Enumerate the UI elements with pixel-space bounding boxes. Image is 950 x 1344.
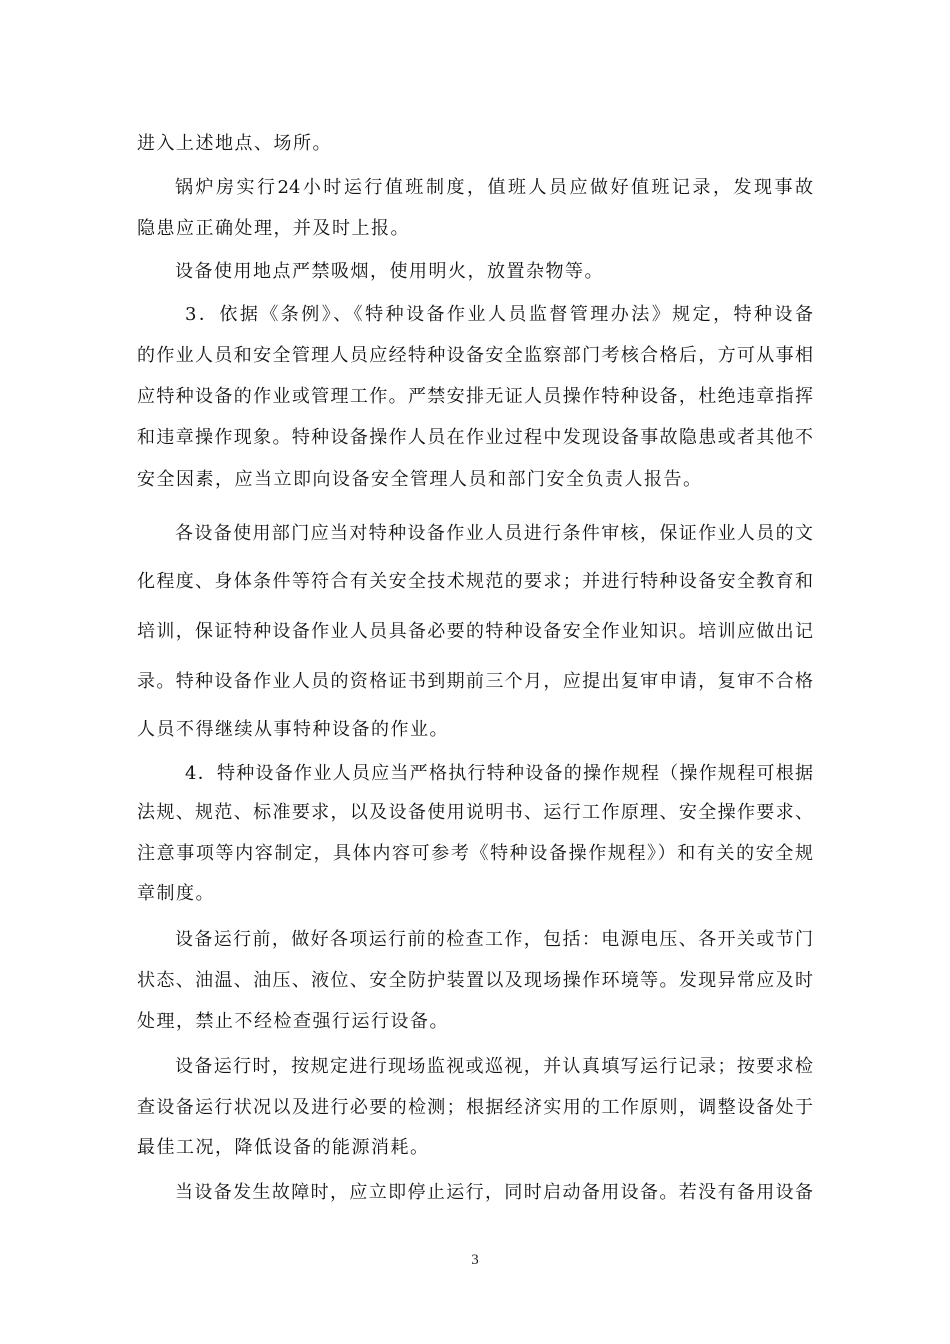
text-line: 法规、规范、标准要求，以及设备使用说明书、运行工作原理、安全操作要求、: [137, 802, 813, 823]
text-line: 4．特种设备作业人员应当严格执行特种设备的操作规程（操作规程可根据: [185, 763, 813, 784]
text-line: 的作业人员和安全管理人员应经特种设备安全监察部门考核合格后，方可从事相: [137, 345, 813, 366]
text-line: 当设备发生故障时，应立即停止运行，同时启动备用设备。若没有备用设备: [175, 1182, 813, 1203]
text-line: 应特种设备的作业或管理工作。严禁安排无证人员操作特种设备，杜绝违章指挥: [137, 386, 813, 407]
text-line: 处理，禁止不经检查强行运行设备。: [137, 1011, 449, 1032]
text-line: 设备运行时，按规定进行现场监视或巡视，并认真填写运行记录；按要求检: [175, 1056, 813, 1077]
text-line: 锅炉房实行24小时运行值班制度，值班人员应做好值班记录，发现事故: [175, 177, 813, 198]
text-line: 设备使用地点严禁吸烟，使用明火，放置杂物等。: [175, 261, 604, 282]
text-line: 和违章操作现象。特种设备操作人员在作业过程中发现设备事故隐患或者其他不: [137, 427, 813, 448]
text-line: 隐患应正确处理，并及时上报。: [137, 218, 410, 239]
text-line: 设备运行前，做好各项运行前的检查工作，包括：电源电压、各开关或节门: [175, 929, 813, 950]
text-line: 注意事项等内容制定，具体内容可参考《特种设备操作规程》）和有关的安全规: [137, 843, 813, 864]
text-line: 录。特种设备作业人员的资格证书到期前三个月，应提出复审申请，复审不合格: [137, 671, 813, 692]
text-line: 安全因素，应当立即向设备安全管理人员和部门安全负责人报告。: [137, 469, 703, 490]
page-number: 3: [471, 1252, 479, 1268]
text-line: 最佳工况，降低设备的能源消耗。: [137, 1137, 430, 1158]
text-line: 培训，保证特种设备作业人员具备必要的特种设备安全作业知识。培训应做出记: [137, 621, 813, 642]
text-line: 查设备运行状况以及进行必要的检测；根据经济实用的工作原则，调整设备处于: [137, 1097, 813, 1118]
text-line: 章制度。: [137, 883, 215, 904]
text-line: 化程度、身体条件等符合有关安全技术规范的要求；并进行特种设备安全教育和: [137, 571, 813, 592]
text-line: 状态、油温、油压、液位、安全防护装置以及现场操作环境等。发现异常应及时: [137, 970, 813, 991]
text-line: 3．依据《条例》、《特种设备作业人员监督管理办法》规定，特种设备: [185, 304, 813, 325]
text-line: 人员不得继续从事特种设备的作业。: [137, 719, 449, 740]
text-line: 进入上述地点、场所。: [137, 133, 332, 154]
text-line: 各设备使用部门应当对特种设备作业人员进行条件审核，保证作业人员的文: [175, 523, 813, 544]
